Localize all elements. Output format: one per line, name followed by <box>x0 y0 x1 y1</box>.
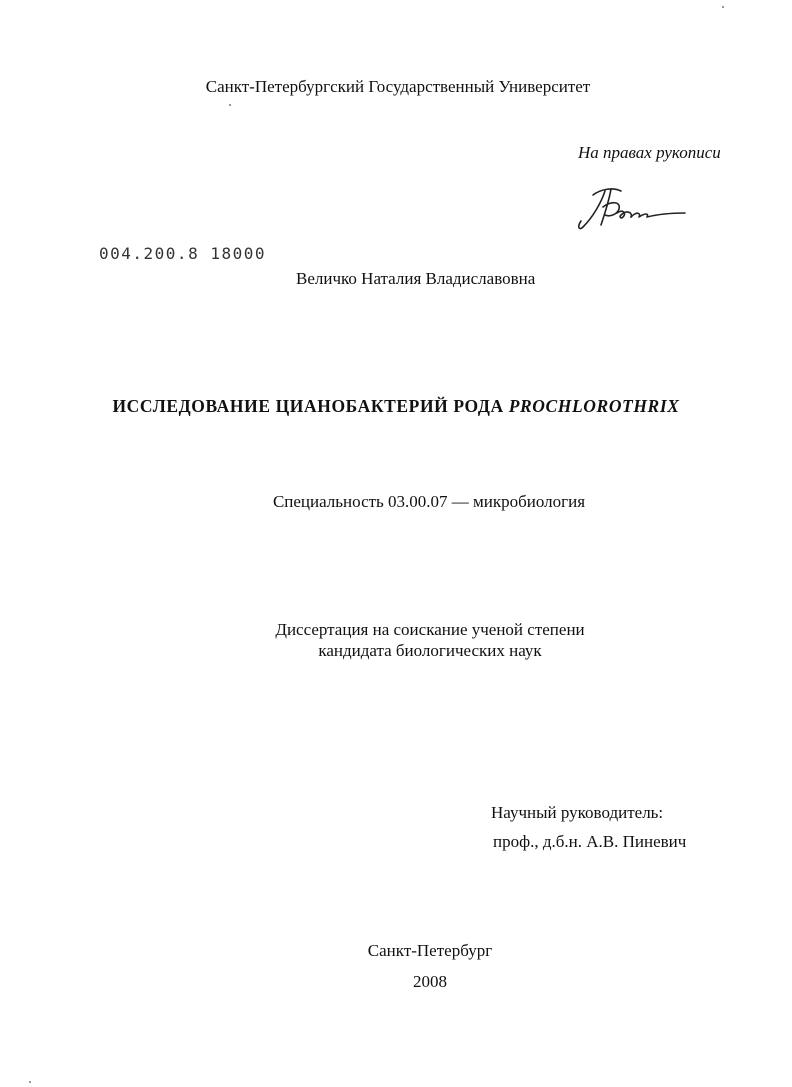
degree-line-2: кандидата биологических наук <box>318 641 542 660</box>
manuscript-rights-note: На правах рукописи <box>578 143 721 162</box>
registration-stamp-code: 004.200.8 18000 <box>99 244 266 263</box>
scan-speck <box>229 104 231 106</box>
year: 2008 <box>413 972 447 991</box>
specialty: Специальность 03.00.07 — микробиология <box>272 492 586 511</box>
title-genus: PROCHLOROTHRIX <box>508 396 680 416</box>
scan-speck <box>29 1081 31 1083</box>
city: Санкт-Петербург <box>367 941 493 960</box>
supervisor-label: Научный руководитель: <box>491 803 664 822</box>
university-name: Санкт-Петербургский Государственный Университет <box>205 77 591 96</box>
title-prefix: ИССЛЕДОВАНИЕ ЦИАНОБАКТЕРИЙ РОДА <box>112 396 509 416</box>
author-name: Величко Наталия Владиславовна <box>296 269 536 288</box>
scan-speck <box>722 6 724 8</box>
author-signature <box>575 183 690 238</box>
dissertation-title <box>0 396 792 417</box>
supervisor-name: проф., д.б.н. А.В. Пиневич <box>493 832 687 851</box>
degree-line-1: Диссертация на соискание ученой степени <box>275 620 585 639</box>
